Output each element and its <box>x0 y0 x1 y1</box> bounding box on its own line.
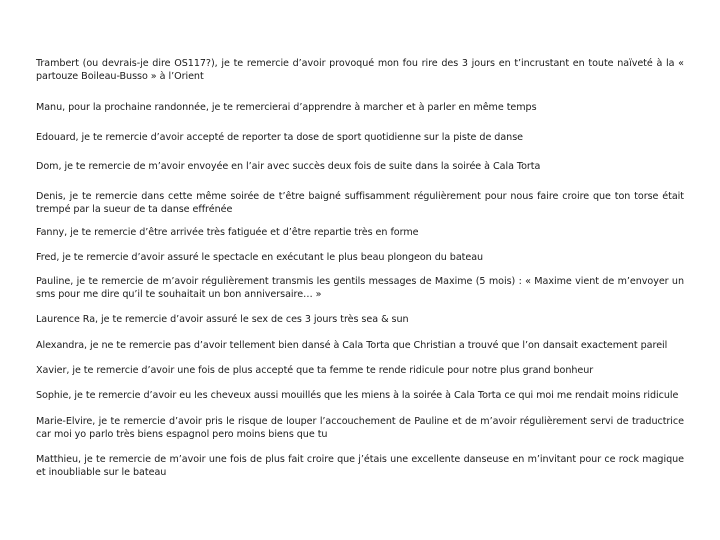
paragraph-fanny: Fanny, je te remercie d’être arrivée très fatiguée et d’être repartie très en forme <box>36 227 419 239</box>
paragraph-fred: Fred, je te remercie d’avoir assuré le spectacle en exécutant le plus beau plongeon du bateau <box>36 251 484 263</box>
thank-you-text-block <box>36 58 684 479</box>
paragraph-denis: Denis, je te remercie dans cette même soirée de t’être baigné suffisamment régulièrement pour nous faire croire que ton torse était trempé par la sueur de ta danse effrénée <box>36 190 684 215</box>
paragraph-manu: Manu, pour la prochaine randonnée, je te remercierai d’apprendre à marcher et à parler en même temps <box>36 102 537 114</box>
paragraph-pauline: Pauline, je te remercie de m’avoir régulièrement transmis les gentils messages de Maxime (5 mois) : « Maxime vient de m’envoyer un sms pour me dire qu’il te souhaitait un bon anniversaire… » <box>36 276 684 300</box>
paragraph-matthieu: Matthieu, je te remercie de m’avoir une fois de plus fait croire que j’étais une excellente danseuse en m’invitant pour ce rock magique et inoubliable sur le bateau <box>36 454 684 478</box>
paragraph-sophie: Sophie, je te remercie d’avoir eu les cheveux aussi mouillés que les miens à la soirée à Cala Torta ce qui moi me rendait moins ridicule <box>36 390 679 402</box>
paragraph-edouard: Edouard, je te remercie d’avoir accepté de reporter ta dose de sport quotidienne sur la piste de danse <box>36 131 524 143</box>
paragraph-trambert: Trambert (ou devrais-je dire OS117?), je te remercie d’avoir provoqué mon fou rire des 3 jours en t’incrustant en toute naïveté à la « partouze Boileau-Busso » à l’Orient <box>36 58 684 82</box>
paragraph-alexandra: Alexandra, je ne te remercie pas d’avoir tellement bien dansé à Cala Torta que Christian a trouvé que l’on dansait exactement pareil <box>36 340 668 352</box>
paragraph-dom: Dom, je te remercie de m’avoir envoyée en l’air avec succès deux fois de suite dans la soirée à Cala Torta <box>36 161 541 173</box>
paragraph-marie-elvire: Marie-Elvire, je te remercie d’avoir pris le risque de louper l’accouchement de Pauline et de m’avoir régulièrement servi de traductrice car moi yo parlo très biens espagnol pero moins biens que tu <box>36 415 684 440</box>
paragraph-laurence: Laurence Ra, je te remercie d’avoir assuré le sex de ces 3 jours très sea & sun <box>36 313 409 325</box>
paragraph-xavier: Xavier, je te remercie d’avoir une fois de plus accepté que ta femme te rende ridicule pour notre plus grand bonheur <box>36 364 594 376</box>
